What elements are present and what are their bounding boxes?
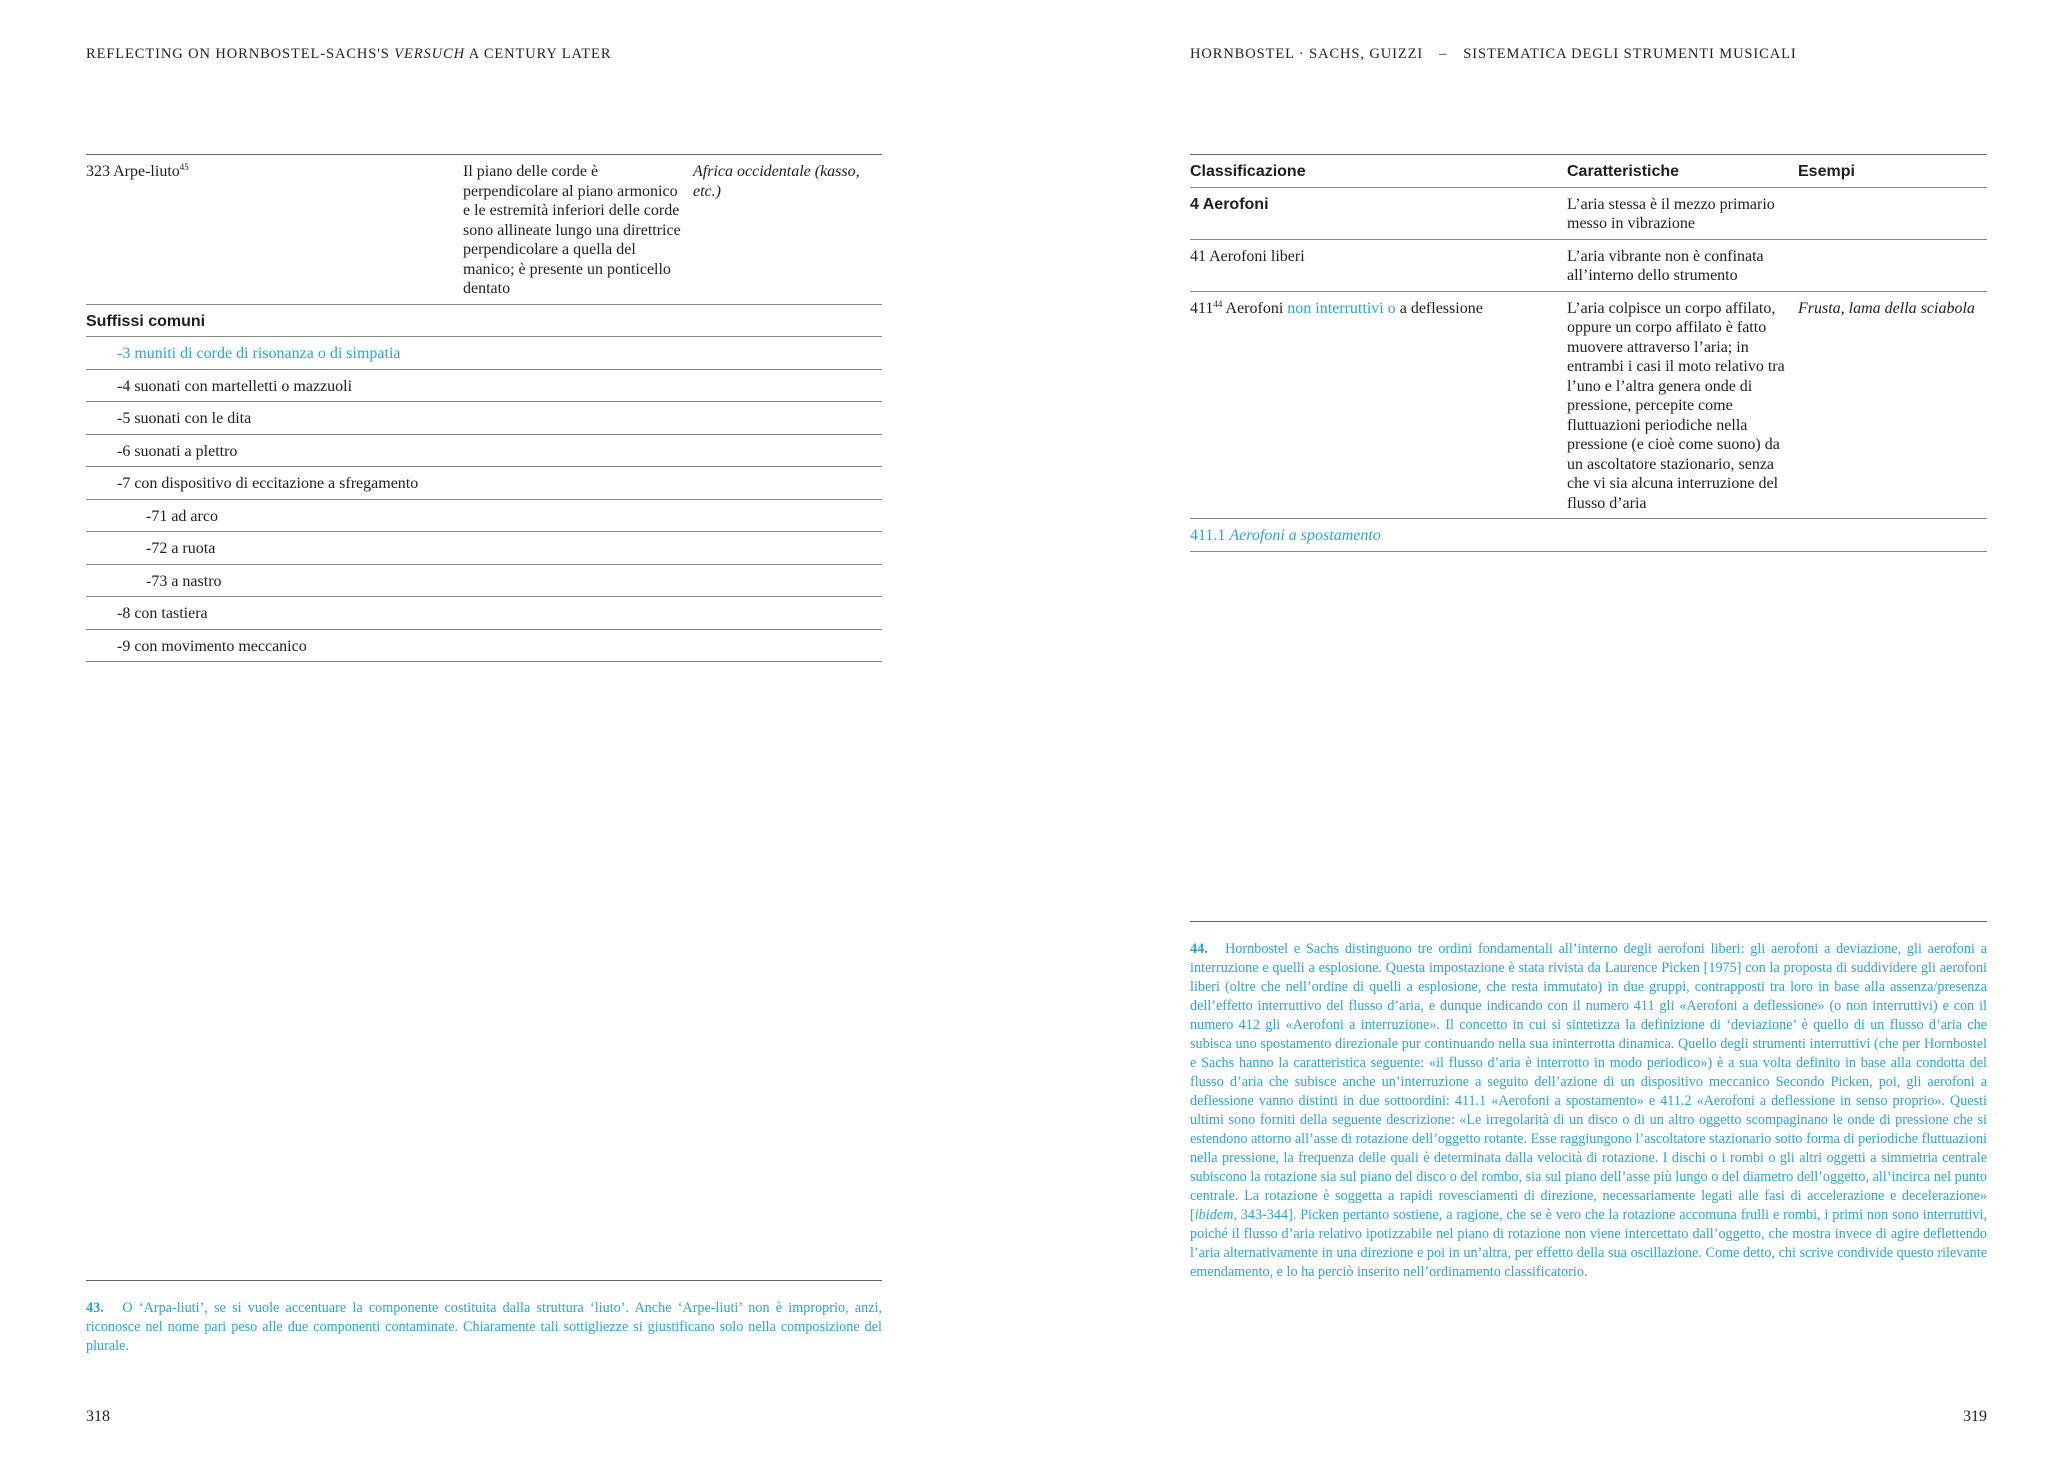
table-row <box>86 532 882 565</box>
desc-41: L’aria vibrante non è confinata all’interno dello strumento <box>1567 239 1798 291</box>
code-4: 4 Aerofoni <box>1190 187 1567 239</box>
footnote-number: 44. <box>1190 941 1208 957</box>
table-header-row <box>1190 155 1987 188</box>
table-row <box>86 337 882 370</box>
table-row-411-1 <box>1190 519 1987 552</box>
footnote-number: 43. <box>86 1300 104 1316</box>
footnote-text: O ‘Arpa-liuti’, se si vuole accentuare la componente costituita dalla struttura ‘liuto’. Anche ‘Arpe-liuti’ non è improprio, anzi, riconosce nel nome pari peso alle due componenti contaminate. Chiaramente tali sottigliezze si giustificano solo nella composizione del plurale. <box>86 1300 882 1354</box>
table-row-41 <box>1190 239 1987 291</box>
desc-411: L’aria colpisce un corpo affilato, oppure un corpo affilato è fatto muovere attraverso l’aria; in entrambi i casi il moto relativo tra l’uno e l’altra genera onde di pressione, percepite come fluttuazioni periodiche nella pressione (e cioè come suono) da un ascoltatore stazionario, senza che vi sia alcuna interruzione del flusso d’aria <box>1567 291 1798 519</box>
suffix-item: -71 ad arco <box>86 499 882 532</box>
table-row-entry <box>86 155 882 305</box>
header-classificazione: Classificazione <box>1190 155 1567 188</box>
footnote-43 <box>86 1280 882 1356</box>
suffix-item: -4 suonati con martelletti o mazzuoli <box>86 369 882 402</box>
header-esempi: Esempi <box>1798 155 1987 188</box>
suffix-item: -8 con tastiera <box>86 597 882 630</box>
table-row-4 <box>1190 187 1987 239</box>
suffix-item: -6 suonati a plettro <box>86 434 882 467</box>
table-row <box>86 434 882 467</box>
page-number-right: 319 <box>1963 1408 1987 1425</box>
table-row <box>86 597 882 630</box>
code-411-1: 411.1 Aerofoni a spostamento <box>1190 519 1987 552</box>
suffix-item: -72 a ruota <box>86 532 882 565</box>
suffix-item: -73 a nastro <box>86 564 882 597</box>
entry-description: Il piano delle corde è perpendicolare al piano armonico e le estremità inferiori delle corde sono allineate lungo una direttrice perpendicolare a quella del manico; è presente un ponticello dentato <box>463 155 693 305</box>
table-row <box>86 369 882 402</box>
table-row-411 <box>1190 291 1987 519</box>
table-row <box>86 629 882 662</box>
table-row <box>86 402 882 435</box>
suffix-item: -9 con movimento meccanico <box>86 629 882 662</box>
code-41: 41 Aerofoni liberi <box>1190 239 1567 291</box>
entry-code: 323 Arpe-liuto$^{45}$ <box>86 155 463 305</box>
table-row-suffix-heading <box>86 304 882 337</box>
running-head-left: REFLECTING ON HORNBOSTEL-SACHS'S VERSUCH A CENTURY LATER <box>86 46 612 62</box>
entry-example: Africa occidentale (kasso, etc.) <box>693 155 882 305</box>
table-row <box>86 467 882 500</box>
footnote-44: 44. Hornbostel e Sachs distinguono tre ordini fondamentali all’interno degli aerofoni liberi: gli aerofoni a deviazione, gli aerofoni a interruzione e quelli a esplosione. Questa impostazione è stata rivista da Laurence Picken [1975] con la proposta di suddividere gli aerofoni liberi (oltre che nell’ordine di quelli a esplosione, che resta immutato) in due gruppi, contrapposti tra loro in base alla assenza/presenza dell’effetto interruttivo del flusso d’aria, e dunque indicando con il numero 411 gli «Aerofoni a deflessione» (o non interruttivi) e con il numero 412 gli «Aerofoni a interruzione». Il concetto in cui si sintetizza la definizione di ‘deviazione’ è quello di un flusso d’aria che subisca uno spostamento direzionale pur continuando nella sua ininterrotta dinamica. Quello degli strumenti interruttivi (che per Hornbostel e Sachs hanno la caratteristica seguente: «il flusso d’aria è interrotto in modo periodico») è a sua volta definito in base alla condotta del flusso d’aria che subisce anche un’interruzione a seguito dell’azione di un dispositivo meccanico Secondo Picken, poi, gli aerofoni a deflessione vanno distinti in due sottoordini: 411.1 «Aerofoni a spostamento» e 411.2 «Aerofoni a deflessione in senso proprio». Questi ultimi sono forniti della seguente descrizione: «Le irregolarità di un disco o di un altro oggetto scompaginano le onde di pressione che si estendono attorno all’asse di rotazione dell’oggetto rotante. Esse raggiungono l’ascoltatore stazionario sotto forma di periodiche fluttuazioni nella pressione, la frequenza delle quali è determinata dalla velocità di rotazione. I dischi o i rombi o gli altri oggetti a simmetria centrale subiscono la rotazione sia sul piano del disco o del rombo, sia sul piano dell’asse più lungo o del diametro dell’oggetto, all’incirca nel punto centrale. La rotazione è soggetta a rapidi rovesciamenti di direzione, necessariamente legati alle fasi di accelerazione e decelerazione» [ibidem, 343-344]. Picken pertanto sostiene, a ragione, che se è vero che la rotazione accomuna frulli e rombi, i primi non sono interruttivi, poiché il flusso d’aria relativo ipotizzabile nel piano di rotazione non viene intercettato dall’oggetto, che mostra invece di agire deflettendo l’aria alternativamente in una direzione e poi in un’altra, per effetto della sua oscillazione. Come detto, chi scrive condivide questo rilevante emendamento, e lo ha perciò inserito nell’ordinamento classificatorio. <box>1190 921 1987 1282</box>
suffix-heading: Suffissi comuni <box>86 304 882 337</box>
table-row <box>86 564 882 597</box>
desc-4: L’aria stessa è il mezzo primario messo in vibrazione <box>1567 187 1798 239</box>
running-head-right: HORNBOSTEL · SACHS, GUIZZI – SISTEMATICA DEGLI STRUMENTI MUSICALI <box>1190 46 1797 62</box>
suffix-item: -5 suonati con le dita <box>86 402 882 435</box>
code-411: $411^{44}$ Aerofoni non interruttivi o a deflessione <box>1190 291 1567 519</box>
table-row <box>86 499 882 532</box>
classification-table-right <box>1190 154 1987 552</box>
header-caratteristiche: Caratteristiche <box>1567 155 1798 188</box>
example-411: Frusta, lama della sciabola <box>1798 291 1987 519</box>
suffix-item: -7 con dispositivo di eccitazione a sfregamento <box>86 467 882 500</box>
classification-table-left <box>86 154 882 662</box>
suffix-item: -3 muniti di corde di risonanza o di simpatia <box>86 337 882 370</box>
page-number-left: 318 <box>86 1408 110 1425</box>
suffix-list <box>86 337 882 662</box>
right-page <box>1024 0 2048 1457</box>
